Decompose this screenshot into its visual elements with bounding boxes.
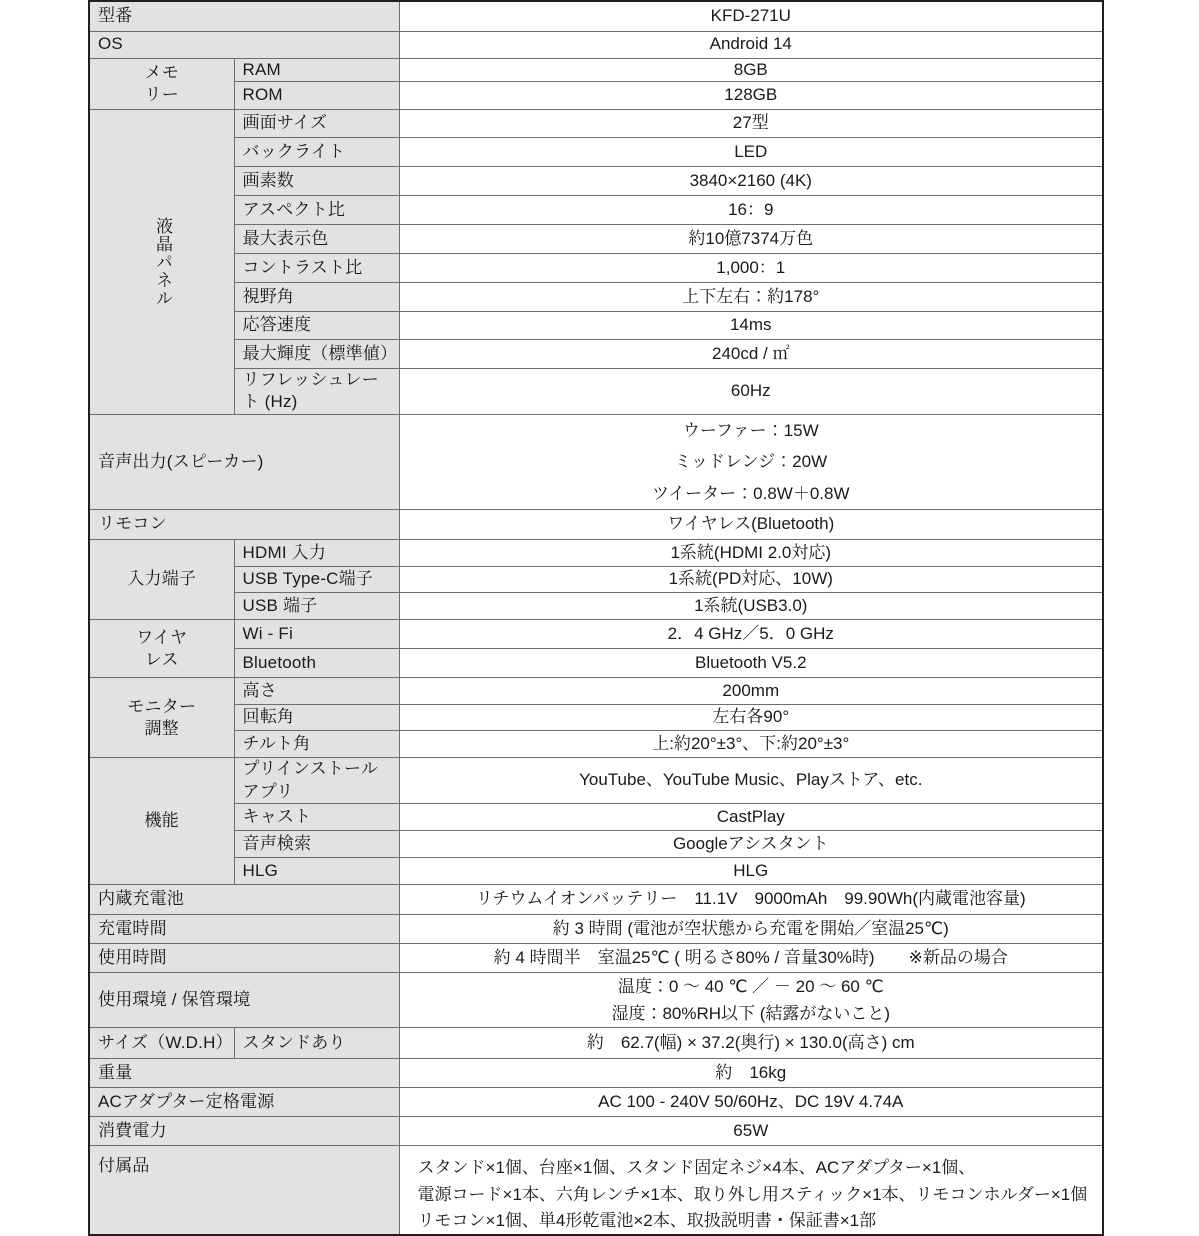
table-row <box>89 1 1103 31</box>
row-label-ram: RAM <box>234 58 399 81</box>
row-label-max-brightness: 最大輝度（標準値） <box>234 339 399 368</box>
row-value-swivel: 左右各90° <box>399 705 1103 731</box>
table-row <box>89 253 1103 282</box>
row-value-model: KFD-271U <box>399 1 1103 31</box>
table-row <box>89 311 1103 339</box>
table-row <box>89 540 1103 567</box>
row-value-max-colors: 約10億7374万色 <box>399 224 1103 253</box>
row-label-contrast: コントラスト比 <box>234 253 399 282</box>
row-label-height: 高さ <box>234 678 399 705</box>
group-label-functions: 機能 <box>89 758 234 885</box>
row-value-bluetooth: Bluetooth V5.2 <box>399 649 1103 678</box>
row-value-os: Android 14 <box>399 31 1103 58</box>
table-row <box>89 339 1103 368</box>
row-label-charge-time: 充電時間 <box>89 915 399 944</box>
table-row <box>89 944 1103 973</box>
row-value-power-consumption: 65W <box>399 1117 1103 1146</box>
table-row <box>89 1146 1103 1236</box>
row-label-model: 型番 <box>89 1 399 31</box>
table-row <box>89 1088 1103 1117</box>
table-row <box>89 195 1103 224</box>
table-row <box>89 731 1103 758</box>
row-label-cast: キャスト <box>234 804 399 831</box>
row-value-cast: CastPlay <box>399 804 1103 831</box>
table-row <box>89 1059 1103 1088</box>
table-row <box>89 137 1103 166</box>
table-row <box>89 678 1103 705</box>
row-value-viewing-angle: 上下左右：約178° <box>399 282 1103 311</box>
table-row <box>89 649 1103 678</box>
row-value-audio-output <box>399 414 1103 509</box>
row-label-power-consumption: 消費電力 <box>89 1117 399 1146</box>
row-label-response-time: 応答速度 <box>234 311 399 339</box>
row-label-battery: 内蔵充電池 <box>89 885 399 915</box>
row-label-usb: USB 端子 <box>234 593 399 620</box>
row-label-refresh-rate: リフレッシュレート (Hz) <box>234 368 399 414</box>
row-label-screen-size: 画面サイズ <box>234 109 399 137</box>
table-row <box>89 593 1103 620</box>
row-value-accessories <box>399 1146 1103 1236</box>
row-label-rom: ROM <box>234 81 399 109</box>
table-row <box>89 368 1103 414</box>
audio-value-woofer: ウーファー：15W <box>682 420 819 440</box>
table-row <box>89 31 1103 58</box>
row-value-size: 約 62.7(幅) × 37.2(奥行) × 130.0(高さ) cm <box>399 1028 1103 1059</box>
audio-value-midrange: ミッドレンジ：20W <box>674 452 828 472</box>
table-row <box>89 705 1103 731</box>
row-value-backlight: LED <box>399 137 1103 166</box>
row-label-audio-output: 音声出力(スピーカー) <box>89 414 399 509</box>
group-label-monitor-adjust <box>89 678 234 758</box>
row-value-ac-adapter: AC 100 - 240V 50/60Hz、DC 19V 4.74A <box>399 1088 1103 1117</box>
table-row <box>89 58 1103 81</box>
group-label-input-terminals: 入力端子 <box>89 540 234 620</box>
group-label-memory <box>89 58 234 109</box>
table-row <box>89 224 1103 253</box>
row-value-hlg: HLG <box>399 858 1103 885</box>
table-row <box>89 109 1103 137</box>
table-row <box>89 1117 1103 1146</box>
specification-sheet <box>88 0 1102 1231</box>
row-value-environment <box>399 973 1103 1028</box>
row-label-bluetooth: Bluetooth <box>234 649 399 678</box>
row-value-rom: 128GB <box>399 81 1103 109</box>
row-value-wifi: 2．4 GHz／5．0 GHz <box>399 620 1103 649</box>
row-label-remote: リモコン <box>89 510 399 540</box>
group-label-wireless-line1: ワイヤ <box>136 627 188 647</box>
row-value-usb-type-c: 1系統(PD対応、10W) <box>399 567 1103 593</box>
environment-value-humidity: 湿度：80%RH以下 (結露がないこと) <box>611 1004 891 1024</box>
row-value-voice-search: Googleアシスタント <box>399 831 1103 858</box>
specification-table <box>88 0 1104 1236</box>
table-row <box>89 1028 1103 1059</box>
row-label-weight: 重量 <box>89 1059 399 1088</box>
row-label-usage-time: 使用時間 <box>89 944 399 973</box>
table-row <box>89 282 1103 311</box>
table-row <box>89 510 1103 540</box>
audio-value-tweeter: ツイーター：0.8W＋0.8W <box>652 483 850 503</box>
row-label-pixels: 画素数 <box>234 166 399 195</box>
table-row <box>89 567 1103 593</box>
group-label-memory-line2: リー <box>144 84 179 104</box>
table-row <box>89 81 1103 109</box>
row-label-max-colors: 最大表示色 <box>234 224 399 253</box>
row-label-preinstalled-apps: プリインストールアプリ <box>234 758 399 804</box>
row-value-height: 200mm <box>399 678 1103 705</box>
table-row <box>89 758 1103 804</box>
row-value-remote: ワイヤレス(Bluetooth) <box>399 510 1103 540</box>
row-label-usb-type-c: USB Type-C端子 <box>234 567 399 593</box>
row-value-usage-time: 約 4 時間半 室温25℃ ( 明るさ80% / 音量30%時) ※新品の場合 <box>399 944 1103 973</box>
table-row <box>89 620 1103 649</box>
row-label-aspect-ratio: アスペクト比 <box>234 195 399 224</box>
row-label-viewing-angle: 視野角 <box>234 282 399 311</box>
row-value-response-time: 14ms <box>399 311 1103 339</box>
table-row <box>89 885 1103 915</box>
table-row <box>89 915 1103 944</box>
table-row <box>89 858 1103 885</box>
environment-value-temperature: 温度：0 ～ 40 ℃ ／ － 20 ～ 60 ℃ <box>617 977 884 996</box>
group-label-monitor-adjust-line2: 調整 <box>144 718 179 738</box>
table-row <box>89 973 1103 1028</box>
group-label-lcd-panel-text: 液晶パネル <box>152 216 172 307</box>
row-label-wifi: Wi - Fi <box>234 620 399 649</box>
row-label-os: OS <box>89 31 399 58</box>
row-value-battery: リチウムイオンバッテリー 11.1V 9000mAh 99.90Wh(内蔵電池容量) <box>399 885 1103 915</box>
row-label-backlight: バックライト <box>234 137 399 166</box>
row-value-pixels: 3840×2160 (4K) <box>399 166 1103 195</box>
table-row <box>89 414 1103 509</box>
row-value-charge-time: 約 3 時間 (電池が空状態から充電を開始／室温25℃) <box>399 915 1103 944</box>
row-label-environment: 使用環境 / 保管環境 <box>89 973 399 1028</box>
accessories-line-1: スタンド×1個、台座×1個、スタンド固定ネジ×4本、ACアダプター×1個、 <box>417 1158 976 1178</box>
group-label-wireless <box>89 620 234 678</box>
accessories-line-2: 電源コード×1本、六角レンチ×1本、取り外し用スティック×1本、リモコンホルダー×1個 <box>417 1184 1088 1204</box>
group-label-wireless-line2: レス <box>144 649 179 669</box>
row-value-ram: 8GB <box>399 58 1103 81</box>
row-label-accessories: 付属品 <box>89 1146 399 1236</box>
row-value-aspect-ratio: 16：9 <box>399 195 1103 224</box>
row-label-swivel: 回転角 <box>234 705 399 731</box>
row-value-hdmi: 1系統(HDMI 2.0対応) <box>399 540 1103 567</box>
row-value-preinstalled-apps: YouTube、YouTube Music、Playストア、etc. <box>399 758 1103 804</box>
row-value-usb: 1系統(USB3.0) <box>399 593 1103 620</box>
group-label-lcd-panel <box>89 109 234 414</box>
table-row <box>89 166 1103 195</box>
group-label-memory-line1: メモ <box>144 62 179 82</box>
row-label-size: サイズ（W.D.H） <box>89 1028 234 1059</box>
row-label-hlg: HLG <box>234 858 399 885</box>
row-value-contrast: 1,000：1 <box>399 253 1103 282</box>
table-row <box>89 831 1103 858</box>
row-value-tilt: 上:約20°±3°、下:約20°±3° <box>399 731 1103 758</box>
row-label-voice-search: 音声検索 <box>234 831 399 858</box>
row-label-ac-adapter: ACアダプター定格電源 <box>89 1088 399 1117</box>
row-value-refresh-rate: 60Hz <box>399 368 1103 414</box>
row-value-weight: 約 16kg <box>399 1059 1103 1088</box>
table-row <box>89 804 1103 831</box>
accessories-line-3: リモコン×1個、単4形乾電池×2本、取扱説明書・保証書×1部 <box>417 1211 877 1231</box>
row-label-tilt: チルト角 <box>234 731 399 758</box>
row-value-screen-size: 27型 <box>399 109 1103 137</box>
group-label-monitor-adjust-line1: モニター <box>127 696 197 716</box>
row-value-max-brightness: 240cd / ㎡ <box>399 339 1103 368</box>
row-label-hdmi: HDMI 入力 <box>234 540 399 567</box>
row-sublabel-with-stand: スタンドあり <box>234 1028 399 1059</box>
